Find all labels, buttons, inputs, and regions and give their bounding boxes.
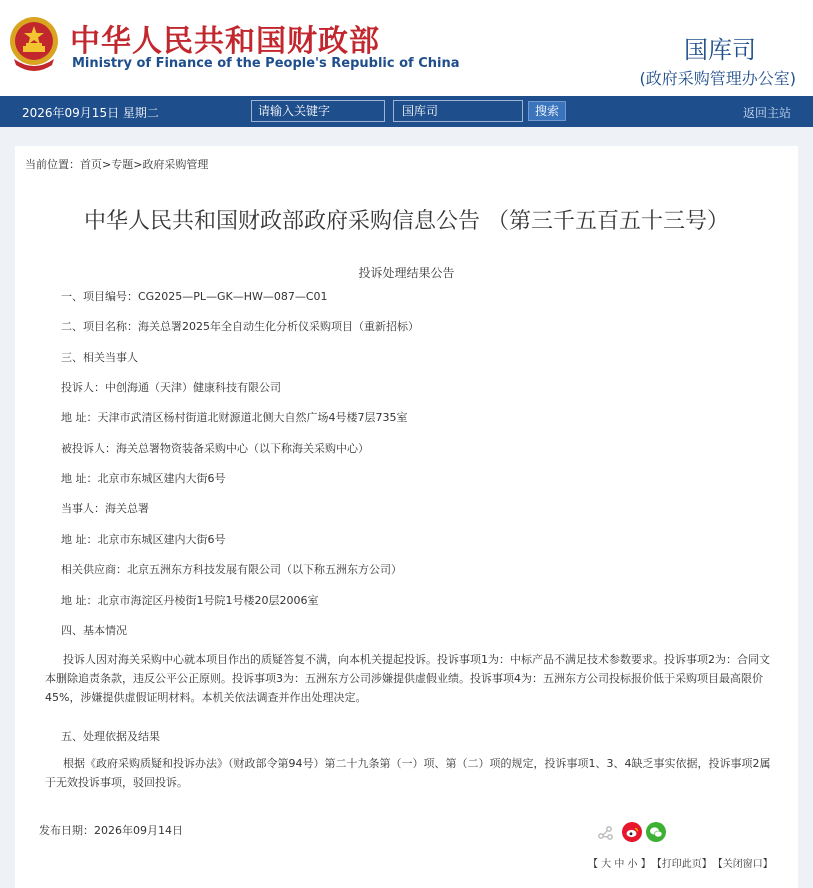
national-emblem-icon <box>8 15 60 75</box>
department-subtitle: (政府采购管理办公室) <box>639 69 796 88</box>
current-date: 2026年09月15日 星期二 <box>22 106 159 120</box>
print-page-button[interactable]: 【打印此页】 <box>656 859 712 870</box>
section-basic-info: 四、基本情况 <box>61 624 127 637</box>
party: 当事人：海关总署 <box>61 502 149 515</box>
ministry-name-en: Ministry of Finance of the People's Republic of China <box>72 56 460 71</box>
section-parties: 三、相关当事人 <box>61 351 138 364</box>
return-home-link[interactable]: 返回主站 <box>742 106 791 120</box>
page-tools <box>588 855 779 870</box>
ministry-name-cn: 中华人民共和国财政部 <box>70 24 380 59</box>
breadcrumb-prefix: 当前位置： <box>25 158 80 171</box>
article-subtitle: 投诉处理结果公告 <box>358 266 455 280</box>
respondent-address: 地 址：北京市东城区建内大街6号 <box>61 472 226 485</box>
search-scope-select[interactable]: 国库司 <box>393 100 523 122</box>
page-title: 中华人民共和国财政部政府采购信息公告 （第三千五百五十三号） <box>84 209 729 234</box>
breadcrumb-separator: > <box>102 158 112 171</box>
weibo-icon[interactable] <box>622 822 642 842</box>
font-size-switch[interactable]: 【 大 中 小 】 <box>588 859 651 870</box>
breadcrumb-procurement[interactable]: 政府采购管理 <box>142 158 209 171</box>
share-icon[interactable] <box>595 822 615 842</box>
related-supplier: 相关供应商：北京五洲东方科技发展有限公司（以下称五洲东方公司） <box>61 563 402 576</box>
close-window-button[interactable]: 【关闭窗口】 <box>717 859 773 870</box>
publish-date: 发布日期：2026年09月14日 <box>39 824 183 837</box>
breadcrumb-topic[interactable]: 专题 <box>111 158 134 171</box>
department-name: 国库司 <box>684 36 756 64</box>
decision-paragraph: 根据《政府采购质疑和投诉办法》（财政部令第94号）第二十九条第（一）项、第（二）项的规定，投诉事项1、3、4缺乏事实依据，投诉事项2属于无效投诉事项，驳回投诉。 <box>45 757 771 789</box>
party-address: 地 址：北京市东城区建内大街6号 <box>61 533 226 546</box>
nav-bar <box>0 96 813 127</box>
supplier-address: 地 址：北京市海淀区丹棱街1号院1号楼20层2006室 <box>61 594 319 607</box>
respondent: 被投诉人：海关总署物资装备采购中心（以下称海关采购中心） <box>61 442 369 455</box>
breadcrumb <box>25 156 208 172</box>
site-header <box>0 0 813 96</box>
breadcrumb-home[interactable]: 首页 <box>80 158 102 171</box>
search-input[interactable]: 请输入关键字 <box>251 100 385 122</box>
project-name: 二、项目名称：海关总署2025年全自动生化分析仪采购项目（重新招标） <box>61 320 419 333</box>
project-number: 一、项目编号：CG2025—PL—GK—HW—087—C01 <box>61 290 328 303</box>
section-decision: 五、处理依据及结果 <box>61 730 160 743</box>
basic-info-paragraph: 投诉人因对海关采购中心就本项目作出的质疑答复不满，向本机关提起投诉。投诉事项1为：中标产品不满足技术参数要求。投诉事项2为：合同文本删除追责条款，违反公平公正原则。投诉事项3为：五洲东方公司涉嫌提供虚假业绩。投诉事项4为：五洲东方公司投标报价低于采购项目最高限价45%，涉嫌提供虚假证明材料。本机关依法调查并作出处理决定。 <box>45 653 770 704</box>
breadcrumb-separator: > <box>133 158 143 171</box>
complainant: 投诉人：中创海通（天津）健康科技有限公司 <box>61 381 281 394</box>
wechat-icon[interactable] <box>646 822 666 842</box>
search-button[interactable]: 搜索 <box>528 101 566 121</box>
article-container <box>15 146 798 888</box>
complainant-address: 地 址：天津市武清区杨村街道北财源道北侧大自然广场4号楼7层735室 <box>61 411 408 424</box>
